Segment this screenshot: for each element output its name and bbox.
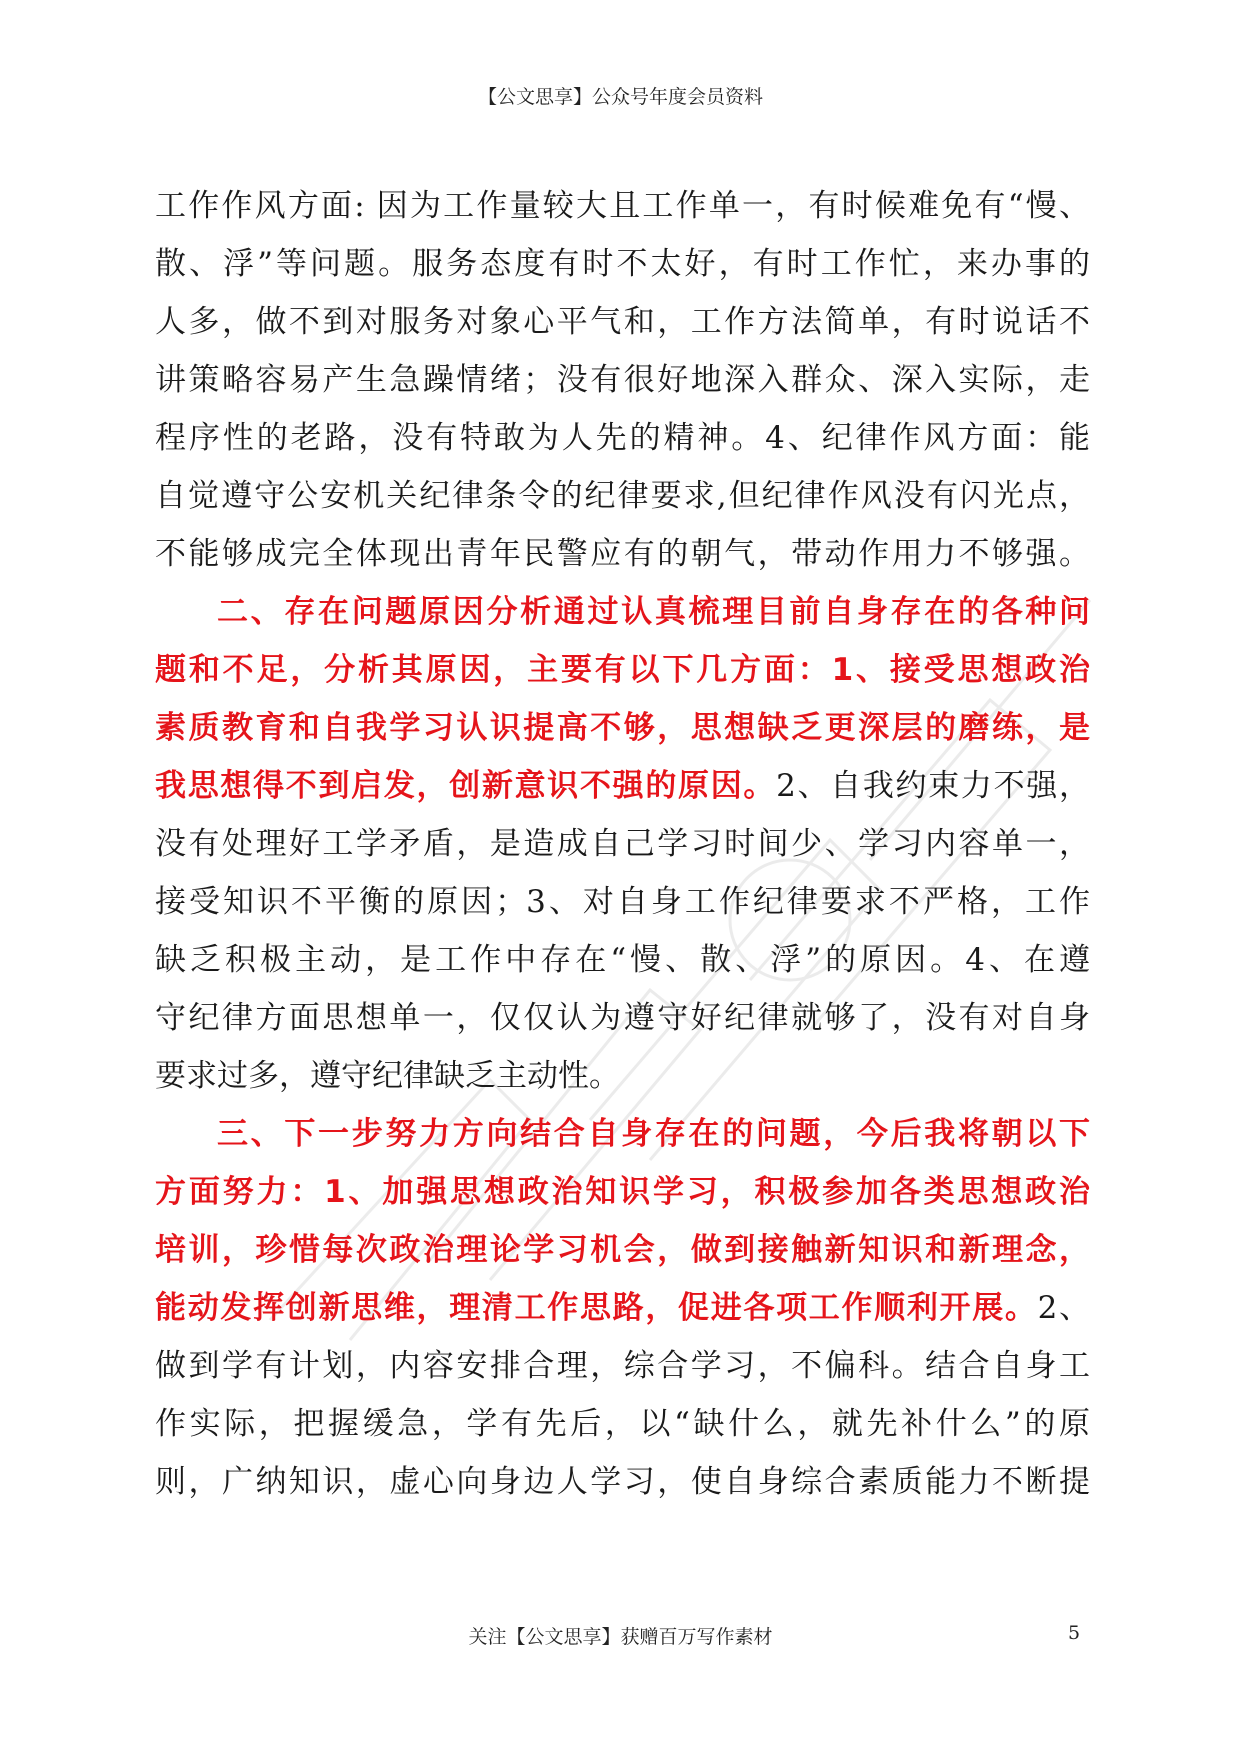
section-heading-line: 培训，珍惜每次政治理论学习机会，做到接触新知识和新理念，	[155, 1232, 1090, 1268]
paragraph-line: 不能够成完全体现出青年民警应有的朝气，带动作用力不够强。	[155, 536, 1090, 572]
highlighted-text: 能动发挥创新思维，理清工作思路，促进各项工作顺利开展。	[155, 1290, 1038, 1326]
paragraph-line: 做到学有计划，内容安排合理，综合学习，不偏科。结合自身工	[155, 1348, 1090, 1384]
page-footer: 关注【公文思享】获赠百万写作素材	[468, 1626, 773, 1648]
section-heading-line: 方面努力：1、加强思想政治知识学习，积极参加各类思想政治	[155, 1174, 1090, 1210]
paragraph-line: 讲策略容易产生急躁情绪；没有很好地深入群众、深入实际，走	[155, 362, 1090, 398]
highlighted-text: 我思想得不到启发，创新意识不强的原因。	[155, 768, 777, 804]
page-number: 5	[1068, 1622, 1081, 1644]
paragraph-line: 没有处理好工学矛盾，是造成自己学习时间少、学习内容单一，	[155, 826, 1090, 862]
paragraph-line: 则，广纳知识，虚心向身边人学习，使自身综合素质能力不断提	[155, 1464, 1090, 1500]
paragraph-line: 散、浮”等问题。服务态度有时不太好，有时工作忙，来办事的	[155, 246, 1090, 282]
section-heading-line: 素质教育和自我学习认识提高不够，思想缺乏更深层的磨练，是	[155, 710, 1090, 746]
paragraph-line: 人多，做不到对服务对象心平气和，工作方法简单，有时说话不	[155, 304, 1090, 340]
paragraph-line: 要求过多，遵守纪律缺乏主动性。	[155, 1058, 620, 1094]
mixed-line	[155, 757, 1090, 815]
section-heading-line: 题和不足，分析其原因，主要有以下几方面：1、接受思想政治	[155, 652, 1090, 688]
mixed-line	[155, 1279, 1090, 1337]
paragraph-line: 接受知识不平衡的原因；3、对自身工作纪律要求不严格，工作	[155, 884, 1090, 920]
page-header: 【公文思享】公众号年度会员资料	[477, 86, 763, 108]
paragraph-line: 程序性的老路，没有特敢为人先的精神。4、纪律作风方面：能	[155, 420, 1090, 456]
paragraph-line: 作实际，把握缓急，学有先后，以“缺什么，就先补什么”的原	[155, 1406, 1090, 1442]
paragraph-line: 自觉遵守公安机关纪律条令的纪律要求,但纪律作风没有闪光点，	[155, 478, 1090, 514]
section-heading-line: 三、下一步努力方向结合自身存在的问题，今后我将朝以下	[217, 1116, 1090, 1152]
paragraph-line: 工作作风方面: 因为工作量较大且工作单一，有时候难免有“慢、	[155, 188, 1090, 224]
paragraph-line: 缺乏积极主动，是工作中存在“慢、散、浮”的原因。4、在遵	[155, 942, 1090, 978]
plain-text: 2、	[1037, 1290, 1090, 1326]
section-heading-line: 二、存在问题原因分析通过认真梳理目前自身存在的各种问	[217, 594, 1090, 630]
document-body	[155, 177, 1090, 1511]
plain-text: 2、自我约束力不强，	[776, 768, 1090, 804]
paragraph-line: 守纪律方面思想单一，仅仅认为遵守好纪律就够了，没有对自身	[155, 1000, 1090, 1036]
